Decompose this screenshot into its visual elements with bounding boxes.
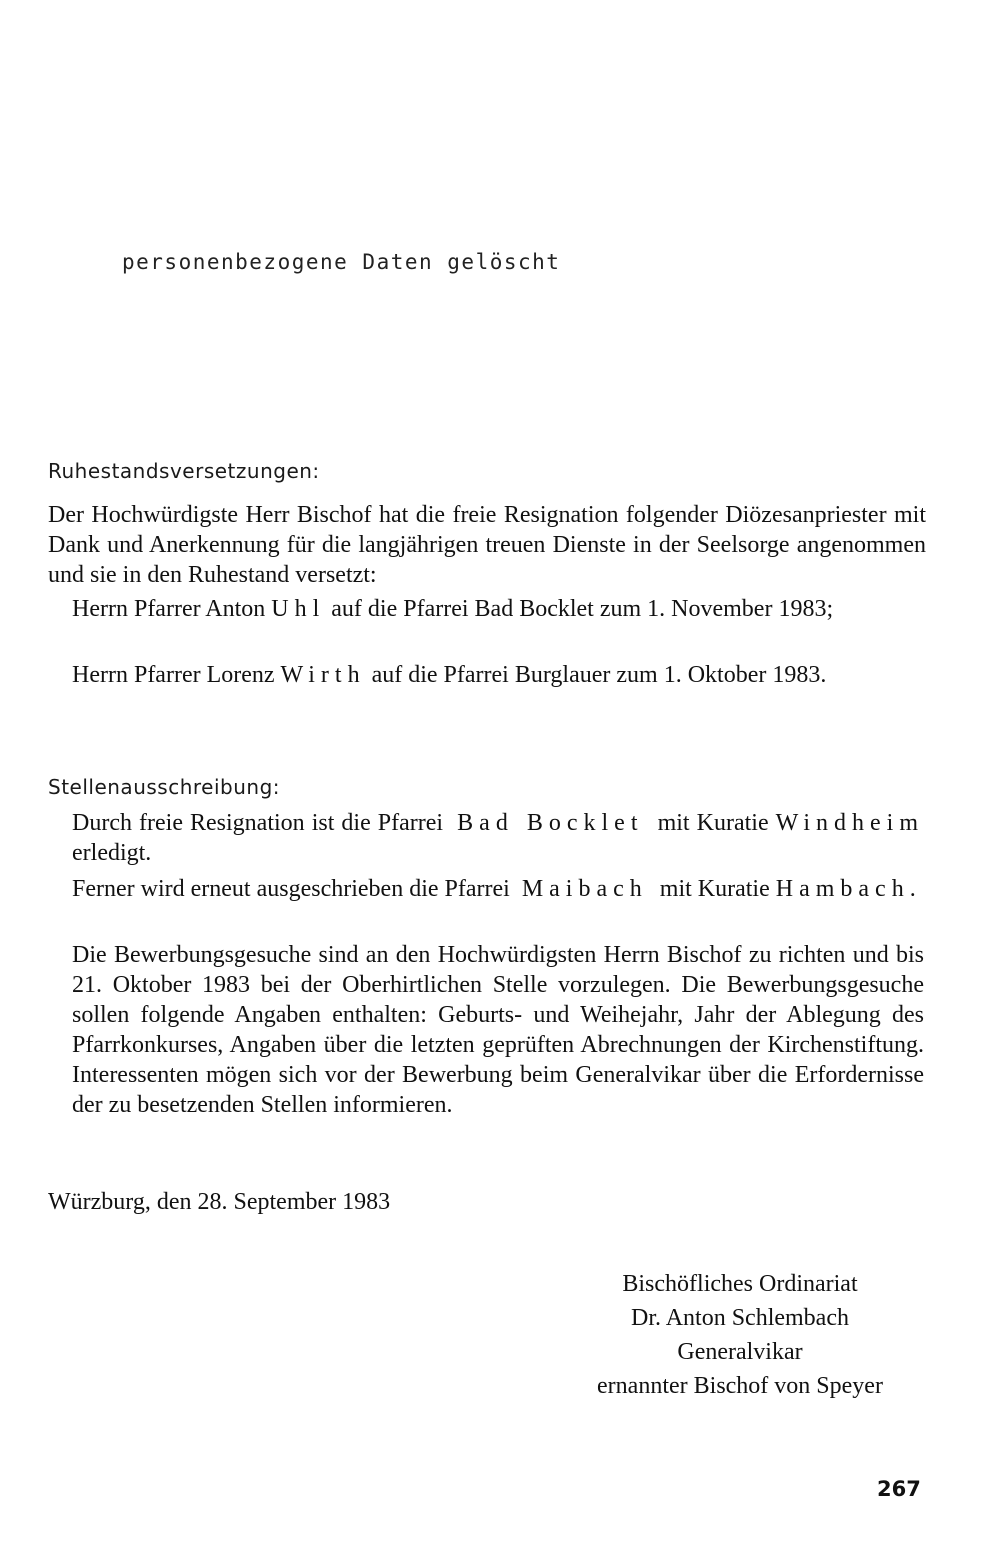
vacancy-suffix: erledigt. [72, 840, 152, 866]
entry-suffix: auf die Pfarrei Bad Bocklet zum 1. November 1983; [331, 596, 834, 622]
vacancy-middle: mit Kuratie [657, 810, 769, 836]
curacy-name: Windheim [775, 810, 925, 836]
redaction-note: personenbezogene Daten gelöscht [122, 250, 561, 274]
priest-name: Uhl [271, 596, 326, 622]
signature-block [540, 1267, 940, 1403]
entry-prefix: Herrn Pfarrer Lorenz [72, 662, 275, 688]
vacancy-paragraph-2 [72, 874, 924, 904]
retirements-intro: Der Hochwürdigste Herr Bischof hat die freie Resignation folgender Diözesanpriester mit Dank und Anerkennung für die langjährigen treuen Dienste in der Seelsorge angenommen und sie in den Ruhestand versetzt: [48, 502, 926, 588]
parish-name: Maibach [521, 876, 648, 902]
entry-prefix: Herrn Pfarrer Anton [72, 596, 266, 622]
page-number: 267 [877, 1477, 921, 1501]
vacancy-paragraph-1 [72, 808, 924, 868]
dateline: Würzburg, den 28. September 1983 [48, 1189, 391, 1215]
vacancy-suffix: . [909, 876, 916, 902]
signature-office: Bischöfliches Ordinariat [622, 1271, 858, 1297]
retirement-entry [72, 660, 924, 690]
entry-suffix: auf die Pfarrei Burglauer zum 1. Oktober 1983. [371, 662, 827, 688]
signature-designation: ernannter Bischof von Speyer [597, 1373, 883, 1399]
signature-name: Dr. Anton Schlembach [631, 1305, 849, 1331]
vacancy-prefix: Ferner wird erneut ausgeschrieben die Pfarrei [72, 876, 510, 902]
curacy-name: Hambach [775, 876, 910, 902]
retirement-entry [72, 594, 924, 624]
retirements-heading: Ruhestandsversetzungen: [48, 459, 320, 483]
vacancy-middle: mit Kuratie [659, 876, 770, 902]
priest-name: Wirth [280, 662, 366, 688]
signature-title: Generalvikar [677, 1339, 803, 1365]
vacancy-prefix: Durch freie Resignation ist die Pfarrei [72, 810, 444, 836]
vacancy-paragraph-3: Die Bewerbungsgesuche sind an den Hochwürdigsten Herrn Bischof zu richten und bis 21. Oktober 1983 bei der Oberhirtlichen Stelle vorzulegen. Die Bewerbungsgesuche sollen folgende Angaben enthalten: Geburts- und Weihejahr, Jahr der Ablegung des Pfarrkonkurses, Angaben über die letzten geprüften Abrechnungen der Kirchenstiftung. Interessenten mögen sich vor der Bewerbung beim Generalvikar über die Erfordernisse der zu besetzenden Stellen informieren. [72, 942, 924, 1118]
parish-name: Bad Bocklet [457, 810, 644, 836]
vacancy-heading: Stellenausschreibung: [48, 775, 281, 799]
